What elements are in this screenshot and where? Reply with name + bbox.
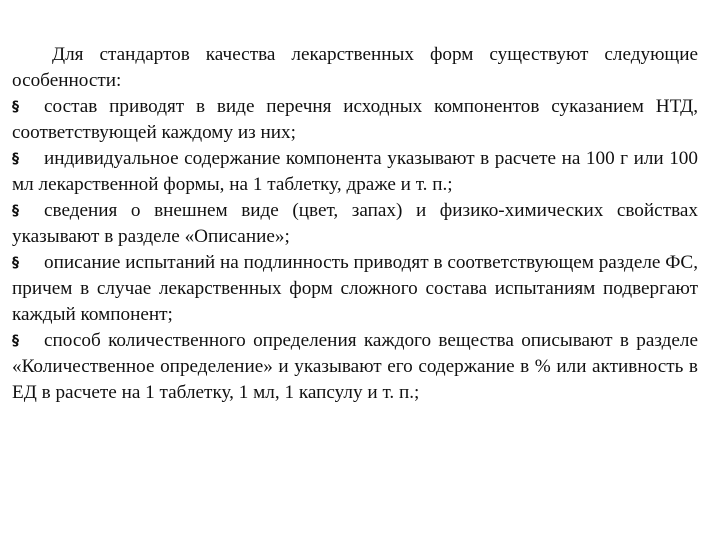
bullet-item-text: индивидуальное содержание компонента указывают в расчете на 100 г или 100 мл лекарственной формы, на 1 таблетку, драже и т. п.; [12,148,698,195]
bullet-item-text: состав приводят в виде перечня исходных компонентов суказанием НТД, соответствующей каждому из них; [12,96,698,143]
text-block [12,42,698,406]
bullet-marker-icon: § [12,203,19,219]
bullet-item-2 [12,146,698,198]
bullet-item-4 [12,250,698,328]
bullet-marker-icon: § [12,99,19,115]
bullet-item-text: сведения о внешнем виде (цвет, запах) и физико-химических свойствах указывают в разделе «Описание»; [12,200,698,247]
bullet-marker-icon: § [12,333,19,349]
bullet-item-1 [12,94,698,146]
bullet-item-3 [12,198,698,250]
bullet-item-text: описание испытаний на подлинность приводят в соответствующем разделе ФС, причем в случае лекарственных форм сложного состава испытаниям подвергают каждый компонент; [12,252,698,325]
intro-paragraph: Для стандартов качества лекарственных форм существуют следующие особенности: [12,44,698,91]
bullet-marker-icon: § [12,255,19,271]
bullet-item-text: способ количественного определения каждого вещества описывают в разделе «Количественное определение» и указывают его содержание в % или активность в ЕД в расчете на 1 таблетку, 1 мл, 1 капсулу и т. п.; [12,330,698,403]
bullet-marker-icon: § [12,151,19,167]
bullet-item-5 [12,328,698,406]
